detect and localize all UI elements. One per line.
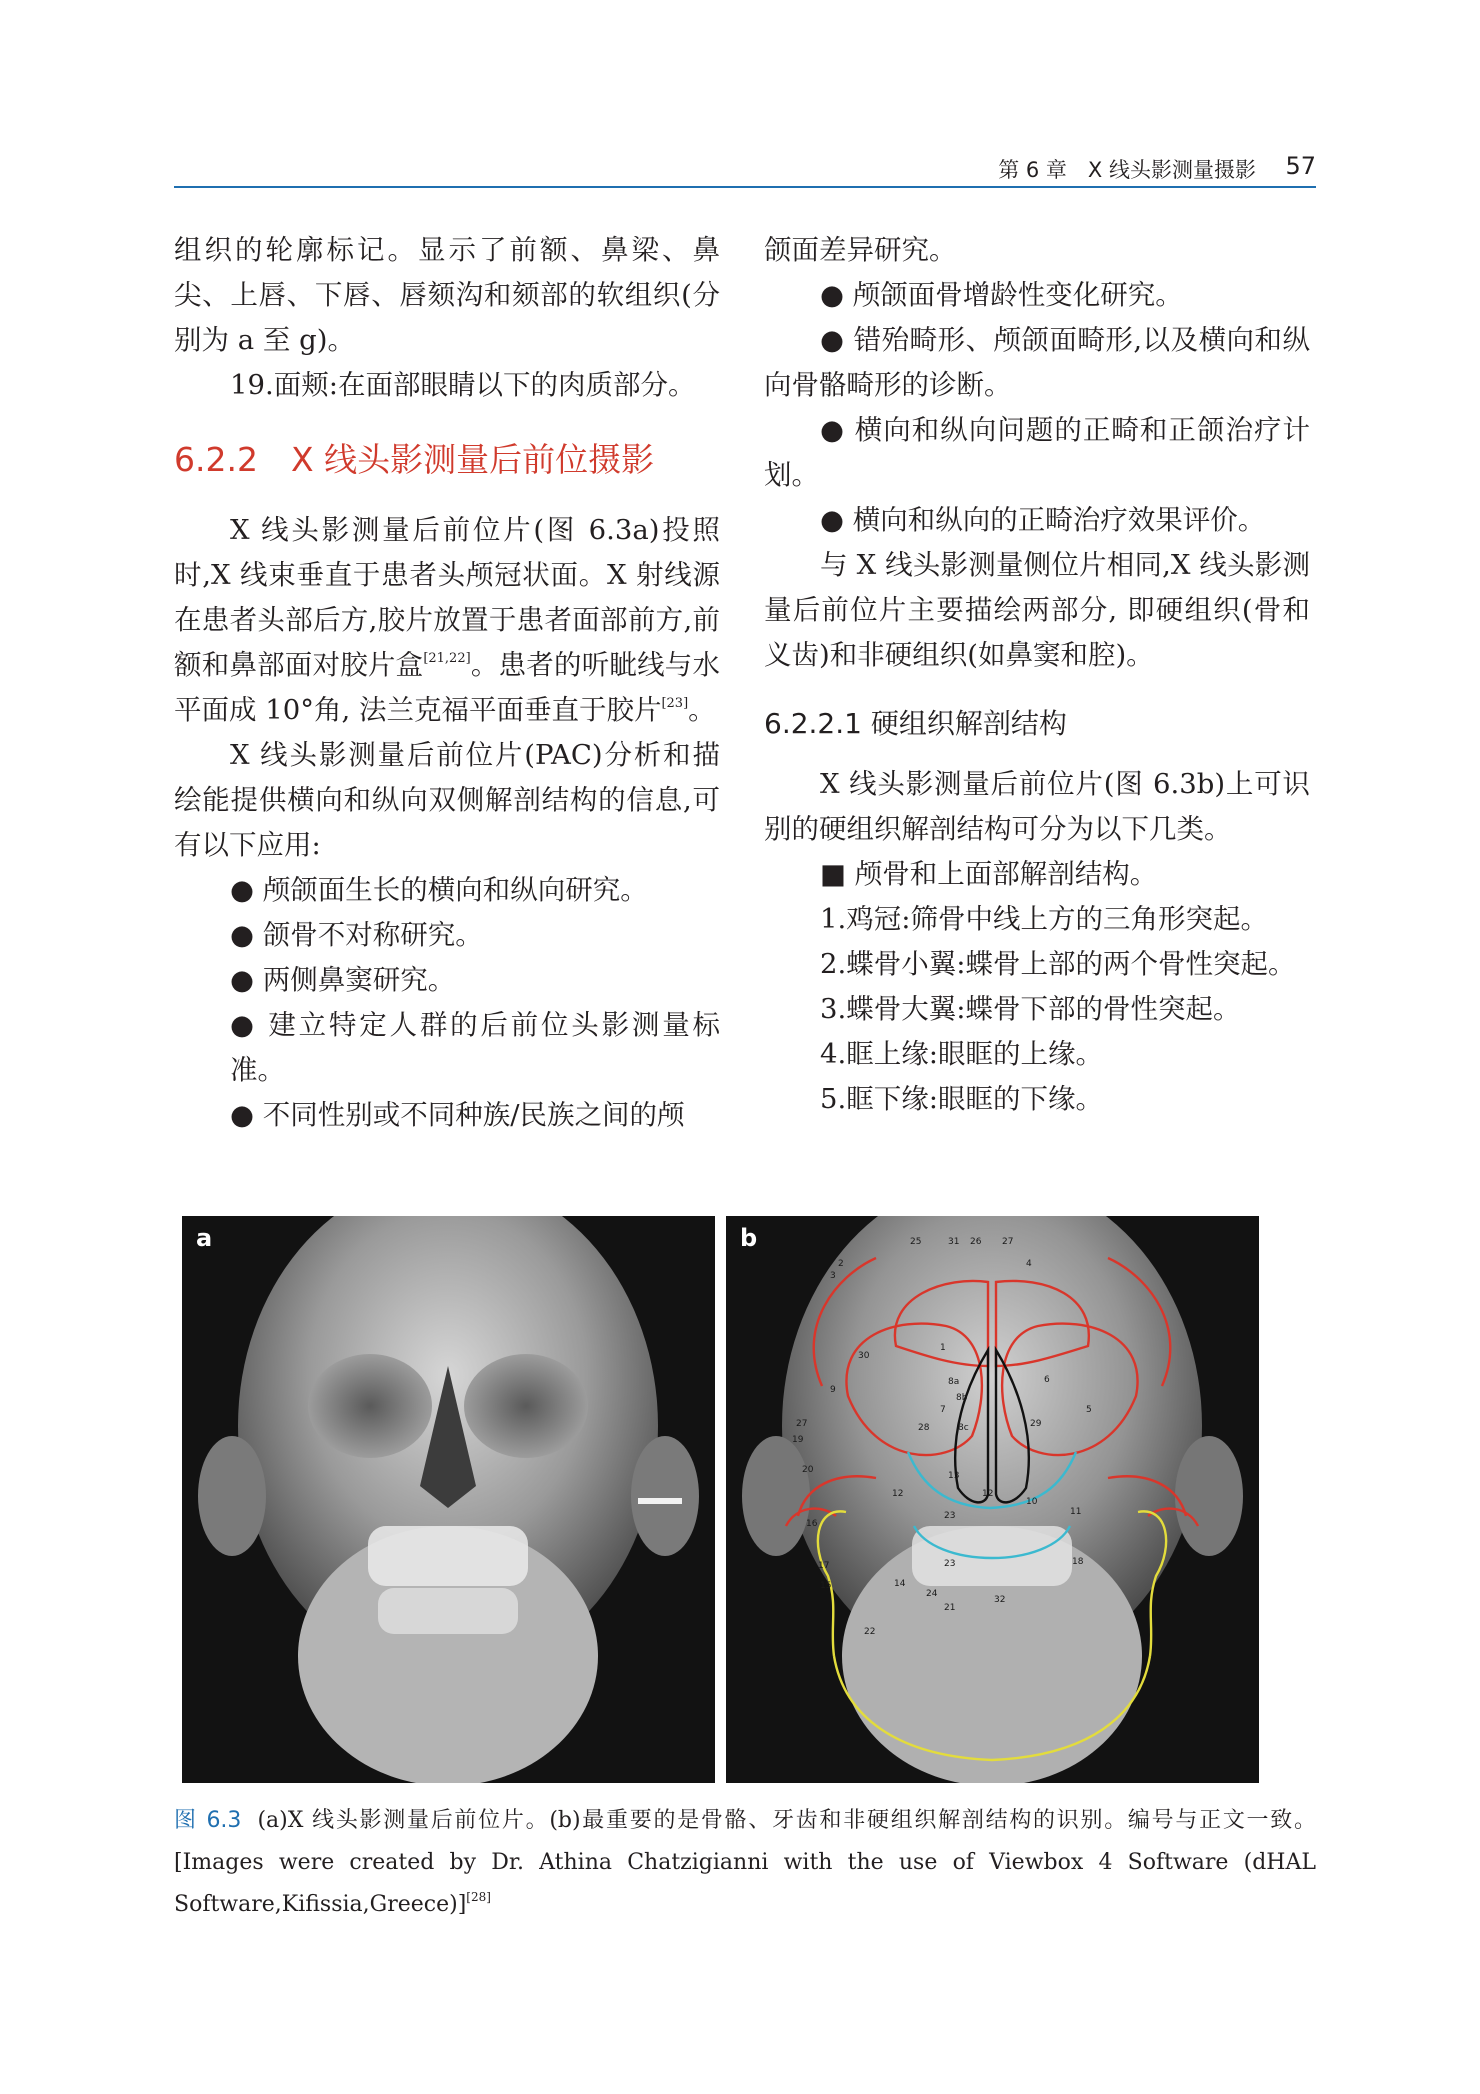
- running-head: [174, 152, 1316, 188]
- landmark-label: 19: [792, 1435, 804, 1445]
- list-item: ● 颌骨不对称研究。: [230, 919, 483, 951]
- paragraph-pa-projection: [174, 508, 720, 733]
- left-orbit: [308, 1354, 432, 1458]
- pa-projection-text-1: X 线头影测量后前位片(图 6.3a)投照时,X 线束垂直于患者头颅冠状面。X 射线源在患者头部后方,胶片放置于患者面部前方,前额和鼻部面对胶片盒: [174, 514, 720, 681]
- list-item: ● 横向和纵向的正畸治疗效果评价。: [820, 504, 1266, 536]
- left-ear: [198, 1436, 266, 1556]
- landmark-label: 4: [1026, 1259, 1032, 1269]
- page-number: 57: [1285, 152, 1316, 180]
- landmark-label: 17: [818, 1561, 830, 1571]
- right-ear: [1175, 1436, 1243, 1556]
- ear-rod-marker: [638, 1498, 682, 1504]
- paragraph-cheek: 19.面颊:在面部眼睛以下的肉质部分。: [230, 369, 696, 401]
- landmark-label: 7: [940, 1405, 946, 1415]
- landmark-label: 8c: [958, 1423, 969, 1433]
- panel-label-a: a: [196, 1224, 213, 1252]
- reference-21-22: [21,22]: [423, 651, 471, 666]
- subsection-heading-6-2-2-1: 6.2.2.1 硬组织解剖结构: [764, 707, 1067, 740]
- maxillary-teeth: [912, 1526, 1072, 1586]
- paragraph-comparison: 与 X 线头影测量侧位片相同,X 线头影测量后前位片主要描绘两部分, 即硬组织(骨和义齿)和非硬组织(如鼻窦和腔)。: [764, 549, 1310, 671]
- landmark-label: 14: [894, 1579, 906, 1589]
- right-column: [764, 228, 1310, 1122]
- landmark-label: 21: [944, 1603, 956, 1613]
- category-label: ■ 颅骨和上面部解剖结构。: [820, 858, 1158, 890]
- landmark-label: 12: [892, 1489, 904, 1499]
- landmark-label: 8b: [956, 1393, 968, 1403]
- landmark-label: 11: [1070, 1507, 1082, 1517]
- left-column: [174, 228, 720, 1138]
- landmark-label: 23: [944, 1511, 956, 1521]
- xray-panel-a: [182, 1216, 715, 1783]
- landmark-label: 8a: [948, 1377, 960, 1387]
- maxillary-teeth: [368, 1526, 528, 1586]
- landmark-label: 10: [1026, 1497, 1038, 1507]
- landmark-label: 25: [910, 1237, 922, 1247]
- landmark-label: 29: [1030, 1419, 1042, 1429]
- landmark-label: 2: [838, 1259, 844, 1269]
- section-heading-6-2-2: 6.2.2 X 线头影测量后前位摄影: [174, 440, 655, 479]
- list-item: 5.眶下缘:眼眶的下缘。: [820, 1083, 1104, 1115]
- landmark-label: 23: [944, 1559, 956, 1569]
- pa-projection-text-2: 。患者的听眦线与水平面成 10°角, 法兰克福平面垂直于胶片: [174, 649, 720, 726]
- landmark-label: 26: [970, 1237, 982, 1247]
- landmark-label: 16: [806, 1519, 818, 1529]
- figure-6-3: [182, 1216, 1304, 1783]
- landmark-label: 12: [982, 1489, 994, 1499]
- pa-cephalogram-image: [182, 1216, 715, 1783]
- landmark-label: 27: [1002, 1237, 1014, 1247]
- figure-caption: [174, 1800, 1316, 1926]
- landmark-label: 32: [994, 1595, 1006, 1605]
- chapter-title: 第 6 章 X 线头影测量摄影: [998, 158, 1256, 182]
- landmark-label: 18: [1072, 1557, 1084, 1567]
- list-item: ● 颅颌面生长的横向和纵向研究。: [230, 874, 648, 906]
- paragraph-continued: 颌面差异研究。: [764, 234, 957, 266]
- list-item: ● 不同性别或不同种族/民族之间的颅: [230, 1099, 685, 1131]
- list-item: ● 错殆畸形、颅颌面畸形,以及横向和纵向骨骼畸形的诊断。: [764, 324, 1310, 401]
- landmark-label: 31: [948, 1237, 960, 1247]
- list-item: 1.鸡冠:筛骨中线上方的三角形突起。: [820, 903, 1269, 935]
- landmark-label: 24: [926, 1589, 938, 1599]
- list-item: 2.蝶骨小翼:蝶骨上部的两个骨性突起。: [820, 948, 1296, 980]
- landmark-label: 22: [864, 1627, 876, 1637]
- landmark-label: 13: [948, 1471, 960, 1481]
- landmark-label: 20: [802, 1465, 814, 1475]
- list-item: ● 颅颌面骨增龄性变化研究。: [820, 279, 1183, 311]
- landmark-label: 6: [1044, 1375, 1050, 1385]
- landmark-label: 3: [830, 1271, 836, 1281]
- left-ear: [742, 1436, 810, 1556]
- figure-number: 图 6.3: [174, 1808, 242, 1833]
- paragraph-soft-tissue: 组织的轮廓标记。显示了前额、鼻梁、鼻尖、上唇、下唇、唇颏沟和颏部的软组织(分别为 a 至 g)。: [174, 234, 720, 356]
- mandibular-teeth: [378, 1588, 518, 1634]
- right-orbit: [464, 1354, 588, 1458]
- paragraph-hard-tissue: X 线头影测量后前位片(图 6.3b)上可识别的硬组织解剖结构可分为以下几类。: [764, 768, 1310, 845]
- list-item: 3.蝶骨大翼:蝶骨下部的骨性突起。: [820, 993, 1241, 1025]
- xray-panel-b: [726, 1216, 1259, 1783]
- landmark-label: 30: [858, 1351, 870, 1361]
- traced-cephalogram-image: [726, 1216, 1259, 1783]
- landmark-label: 27: [796, 1419, 808, 1429]
- caption-reference: [28]: [466, 1890, 491, 1904]
- landmark-label: 1: [940, 1343, 946, 1353]
- right-ear: [631, 1436, 699, 1556]
- list-item: 4.眶上缘:眼眶的上缘。: [820, 1038, 1104, 1070]
- list-item: ● 两侧鼻窦研究。: [230, 964, 456, 996]
- list-item: ● 建立特定人群的后前位头影测量标准。: [230, 1009, 720, 1086]
- pa-projection-text-3: 。: [688, 694, 716, 726]
- panel-label-b: b: [740, 1224, 758, 1252]
- landmark-label: 9: [830, 1385, 836, 1395]
- landmark-label: 28: [918, 1423, 930, 1433]
- reference-23: [23]: [661, 696, 689, 711]
- landmark-label: 5: [1086, 1405, 1092, 1415]
- list-item: ● 横向和纵向问题的正畸和正颌治疗计划。: [764, 414, 1310, 491]
- caption-text: (a)X 线头影测量后前位片。(b)最重要的是骨骼、牙齿和非硬组织解剖结构的识别。编号与正文一致。[Images were created by Dr. Athina Chatzigianni with the use of Viewbox 4 Software (dHAL Software,Kifissia,Greece)]: [174, 1808, 1316, 1917]
- landmark-label: 15: [820, 1581, 832, 1591]
- paragraph-pac-analysis: X 线头影测量后前位片(PAC)分析和描绘能提供横向和纵向双侧解剖结构的信息,可有以下应用:: [174, 739, 720, 861]
